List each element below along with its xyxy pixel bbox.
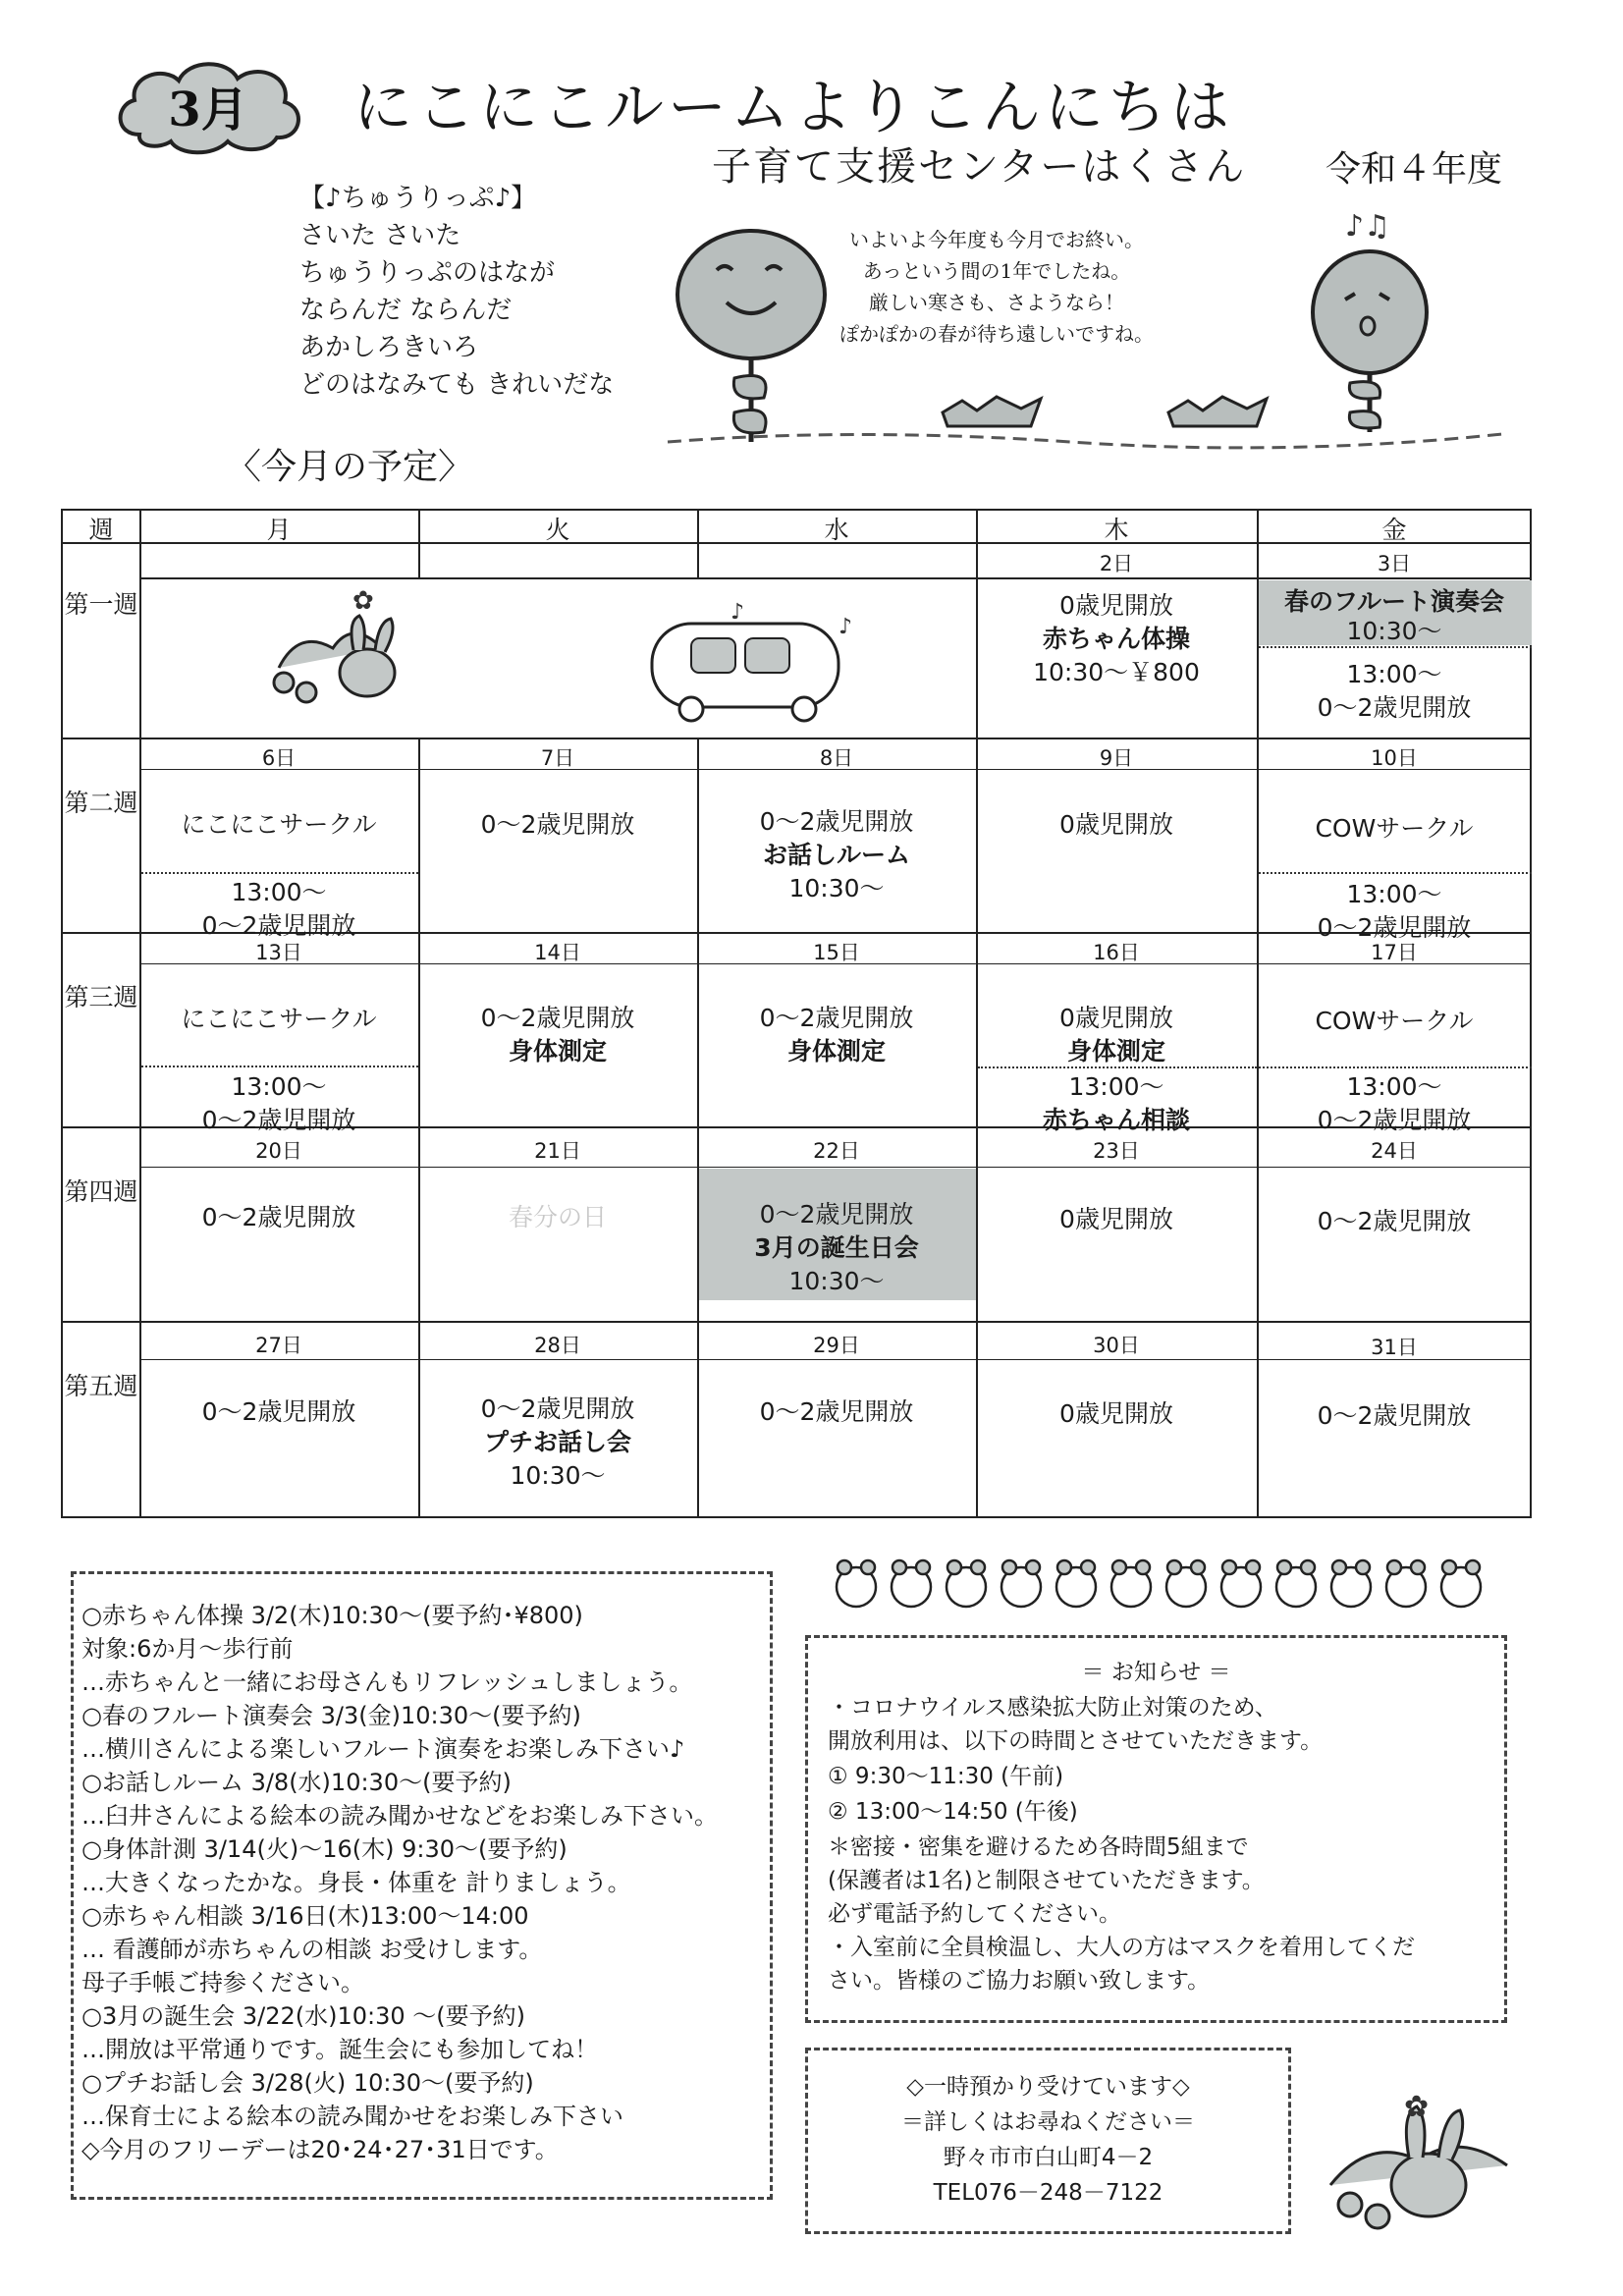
bear-face-icon [1386,1560,1426,1607]
date-label: 7日 [540,746,575,770]
notice-line: ② 13:00～14:50 (午後) [828,1799,1078,1825]
holiday-cell: 春分の日 [508,1203,607,1231]
note-line: … 看護師が赤ちゃんの相談 お受けします。 [81,1936,543,1963]
event-cell: 13:00～ 0～2歳児開放 [1317,880,1472,942]
week-label: 第五週 [64,1372,138,1400]
event-cell: 0歳児開放 [1059,810,1173,839]
contact-box [805,2048,1291,2234]
notice-line: ・入室前に全員検温し、大人の方はマスクを着用してくだ [828,1935,1415,1960]
event-cell: 0～2歳児開放 [480,810,635,839]
event-cell: 0～2歳児開放 [759,1397,914,1426]
contact-heading: ◇一時預かり受けています◇ [906,2074,1190,2100]
greeting-line: 厳しい寒さも、さようなら！ [869,291,1124,314]
header-friday: 金 [1381,516,1407,544]
event-cell: COWサークル [1315,814,1474,843]
date-label: 31日 [1371,1336,1418,1359]
note-line: 母子手帳ご持参ください。 [81,1969,364,1996]
greeting-line: あっという間の1年でしたね。 [862,259,1131,283]
event-cell: 13:00～ 赤ちゃん相談 [1042,1072,1190,1134]
note-line: …保育士による絵本の読み聞かせをお楽しみ下さい [81,2103,623,2130]
bus-icon [652,600,852,721]
note-line: 対象:6か月～歩行前 [81,1635,294,1663]
event-notes-box [71,1571,773,2200]
rabbit-icon [1321,2077,1517,2244]
header-wednesday: 水 [824,516,849,544]
svg-text:♪: ♪ [730,600,745,625]
bear-face-icon [892,1560,931,1607]
bear-row-decoration [835,1550,1492,1618]
event-cell: 0～2歳児開放 [201,1203,356,1231]
date-label: 22日 [813,1139,860,1163]
bear-face-icon [837,1560,876,1607]
event-cell: 13:00～ 0～2歳児開放 [201,878,356,940]
contact-line: ＝詳しくはお尋ねください＝ [901,2109,1195,2135]
tulip-characters-illustration [658,206,1522,462]
header-tuesday: 火 [545,516,570,544]
event-cell: 0歳児開放 [1059,1205,1173,1233]
event-cell: 0～2歳児開放 [1317,1207,1472,1235]
singing-character-icon [1313,209,1427,432]
bear-face-icon [1221,1560,1261,1607]
date-label: 20日 [255,1139,302,1163]
note-line: ○身体計測 3/14(火)～16(木) 9:30～(要予約) [81,1835,568,1863]
notice-line: (保護者は1名)と制限させていただきます。 [828,1868,1265,1893]
date-label: 3日 [1377,552,1412,575]
bear-face-icon [1001,1560,1041,1607]
event-cell: 0歳児開放 赤ちゃん体操 10:30～￥800 [1033,591,1200,686]
song-lyrics [299,180,614,404]
event-cell: 0歳児開放 身体測定 [1059,1004,1173,1066]
header-thursday: 木 [1104,516,1129,544]
bear-face-icon [1331,1560,1371,1607]
bear-face-icon [1166,1560,1206,1607]
event-cell: 0～2歳児開放 プチお話し会 10:30～ [480,1394,635,1490]
date-label: 13日 [255,941,302,964]
grass-icon [943,397,1267,426]
notice-line: 必ず電話予約してください。 [828,1901,1121,1927]
event-cell: にこにこサークル [181,810,377,839]
note-line: ○3月の誕生会 3/22(水)10:30 ～(要予約) [81,2002,525,2030]
week-label: 第三週 [64,983,138,1011]
bear-face-icon [1056,1560,1096,1607]
date-label: 15日 [813,941,860,964]
page-subtitle: 子育て支援センターはくさん [712,144,1247,190]
bear-face-icon [1111,1560,1151,1607]
month-badge-text: 3月 [168,82,248,137]
date-label: 23日 [1093,1139,1140,1163]
week-label: 第二週 [64,789,138,817]
bear-face-icon [1441,1560,1481,1607]
date-label: 14日 [534,941,581,964]
contact-phone: TEL076－248－7122 [933,2180,1163,2206]
notice-line: さい。皆様のご協力お願い致します。 [828,1968,1211,1994]
date-label: 21日 [534,1139,581,1163]
svg-text:✿: ✿ [1404,2090,1430,2124]
event-cell: 13:00～ 0～2歳児開放 [201,1072,356,1134]
event-birthday-party: 0～2歳児開放 3月の誕生日会 10:30～ [754,1200,919,1295]
note-line: …横川さんによる楽しいフルート演奏をお楽しみ下さい♪ [81,1735,685,1763]
smiling-character-icon [677,231,825,442]
svg-text:♪: ♪ [839,615,853,639]
song-line: ちゅうりっぷのはなが [299,258,556,288]
date-label: 9日 [1099,746,1134,770]
note-line: ○赤ちゃん体操 3/2(木)10:30～(要予約･¥800) [81,1602,583,1629]
song-title: 【♪ちゅうりっぷ♪】 [299,184,537,213]
song-line: どのはなみても きれいだな [299,370,615,400]
note-line: …大きくなったかな。身長・体重を 計りましょう。 [81,1869,631,1896]
event-cell: 0～2歳児開放 お話しルーム 10:30～ [759,807,914,902]
date-label: 2日 [1099,552,1134,575]
week-label: 第一週 [64,590,138,619]
event-cell: COWサークル [1315,1007,1474,1035]
greeting-line: いよいよ今年度も今月でお終い。 [849,228,1144,251]
monthly-calendar [61,509,1532,1518]
date-label: 27日 [255,1334,302,1357]
date-label: 30日 [1093,1334,1140,1357]
bear-face-icon [947,1560,986,1607]
header-week: 週 [88,516,114,544]
date-label: 16日 [1093,941,1140,964]
notice-line: 開放利用は、以下の時間とさせていただきます。 [828,1728,1324,1754]
page-title: にこにこルームよりこんにちは [353,74,1233,142]
notice-title: ＝ お知らせ ＝ [1081,1660,1231,1685]
week-label: 第四週 [64,1177,138,1206]
music-note-icon: ♪♫ [1345,209,1391,244]
month-badge [110,51,306,159]
rabbit-icon [274,589,395,702]
note-line: …臼井さんによる絵本の読み聞かせなどをお楽しみ下さい。 [81,1802,718,1830]
event-cell: にこにこサークル [181,1005,377,1033]
date-label: 17日 [1371,941,1418,964]
event-cell: 13:00～ 0～2歳児開放 [1317,660,1472,722]
schedule-heading: 〈今月の予定〉 [226,447,474,487]
event-cell: 0～2歳児開放 [201,1397,356,1426]
svg-text:✿: ✿ [352,589,374,616]
song-line: さいた さいた [299,221,461,250]
song-line: あかしろきいろ [299,333,479,362]
notice-box [805,1635,1507,2023]
note-line: ○春のフルート演奏会 3/3(金)10:30～(要予約) [81,1702,581,1729]
header-monday: 月 [266,516,292,544]
notice-line: ・コロナウイルス感染拡大防止対策のため、 [828,1695,1277,1721]
note-line: ○お話しルーム 3/8(水)10:30～(要予約) [81,1769,512,1796]
event-cell: 13:00～ 0～2歳児開放 [1317,1072,1472,1134]
note-line: …赤ちゃんと一緒にお母さんもリフレッシュしましょう。 [81,1668,693,1696]
event-cell: 0～2歳児開放 身体測定 [480,1004,635,1066]
greeting-line: ぽかぽかの春が待ち遠しいですね。 [839,322,1154,346]
date-label: 29日 [813,1334,860,1357]
date-label: 6日 [261,746,297,770]
note-line: …開放は平常通りです。誕生会にも参加してね！ [81,2036,599,2063]
fiscal-year: 令和４年度 [1325,149,1503,190]
notice-line: ＊密接・密集を避けるため各時間5組まで [828,1834,1249,1860]
event-flute-concert: 春のフルート演奏会 10:30～ [1283,587,1504,645]
date-label: 8日 [819,746,854,770]
contact-address: 野々市市白山町4－2 [943,2145,1154,2170]
date-label: 28日 [534,1334,581,1357]
notice-line: ① 9:30～11:30 (午前) [828,1764,1064,1789]
event-cell: 0～2歳児開放 [1317,1401,1472,1430]
note-line: ○プチお話し会 3/28(火) 10:30～(要予約) [81,2069,534,2097]
song-line: ならんだ ならんだ [299,296,513,325]
bear-face-icon [1276,1560,1316,1607]
bus-and-rabbit-illustration [259,589,937,727]
note-line: ◇今月のフリーデーは20･24･27･31日です。 [81,2136,559,2163]
note-line: ○赤ちゃん相談 3/16日(木)13:00～14:00 [81,1902,529,1930]
date-label: 10日 [1371,746,1418,770]
date-label: 24日 [1371,1139,1418,1163]
ground-line [668,434,1502,448]
event-cell: 0歳児開放 [1059,1399,1173,1428]
event-cell: 0～2歳児開放 身体測定 [759,1004,914,1066]
